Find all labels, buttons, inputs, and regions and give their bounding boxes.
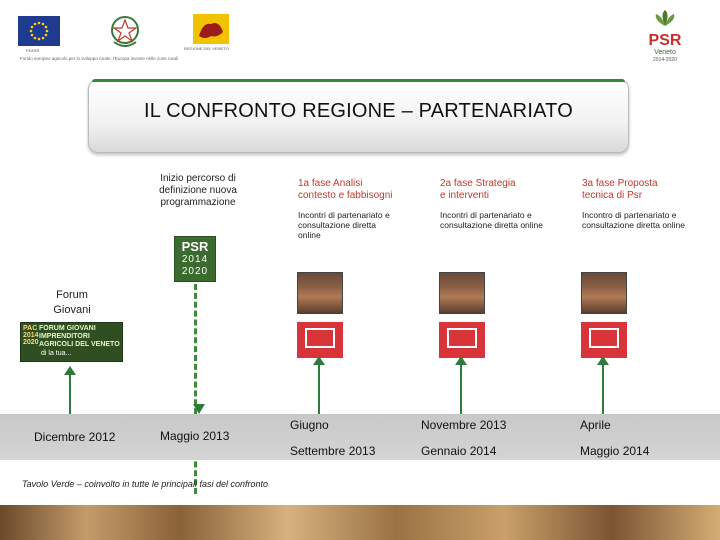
italian-republic-emblem-icon [108, 12, 142, 50]
arrow-up-icon [597, 356, 609, 365]
eu-label: FEASR [26, 48, 40, 53]
badge-line1: PSR [181, 239, 209, 254]
psr-2014-2020-badge [174, 236, 216, 282]
arrow-up-icon [455, 356, 467, 365]
leaf-icon [642, 8, 688, 28]
online-consultation-icon-2 [439, 322, 485, 358]
title-banner-accent [92, 79, 625, 82]
psr-veneto-logo [642, 8, 688, 64]
eu-flag-logo [18, 16, 60, 46]
forum-giovani-banner [20, 322, 123, 362]
page-title: IL CONFRONTO REGIONE – PARTENARIATO [144, 100, 573, 122]
forum-banner-pac: PAC 2014 2020 [23, 325, 39, 346]
forum-banner-text: FORUM GIOVANI IMPRENDITORI AGRICOLI DEL VENETO [39, 325, 120, 348]
date-dicembre-2012: Dicembre 2012 [34, 430, 116, 444]
date-maggio-2013: Maggio 2013 [160, 429, 230, 443]
meeting-photo-1 [297, 272, 343, 314]
psr-logo-main: PSR [648, 32, 682, 49]
psr-logo-years: 2014-2020 [653, 57, 677, 63]
arrow-dicembre-shaft [69, 372, 71, 414]
online-consultation-icon-3 [581, 322, 627, 358]
phase3-date-start: Aprile [580, 418, 611, 432]
start-label: Inizio percorso di definizione nuova programmazione [159, 173, 237, 208]
phase-1-column [298, 178, 418, 240]
arrow-phase1-shaft [318, 361, 320, 414]
header-caption: Fondo europeo agricolo per lo sviluppo rurale: l'Europa investe nelle zone rurali [20, 56, 178, 61]
meeting-photo-2 [439, 272, 485, 314]
phase-1-title: 1a fase Analisi contesto e fabbisogni [298, 178, 393, 201]
wheat-field-strip [0, 505, 720, 540]
forum-label: Forum Giovani [53, 289, 91, 316]
phase-2-title: 2a fase Strategia e interventi [440, 178, 516, 201]
forum-banner-tagline: di la tua... [41, 350, 72, 357]
arrow-up-icon [64, 366, 76, 375]
arrow-phase3-shaft [602, 361, 604, 414]
dashed-connector-line [194, 284, 197, 494]
phase2-date-start: Novembre 2013 [421, 418, 507, 432]
veneto-label: REGIONE DEL VENETO [184, 46, 229, 51]
arrow-down-icon [193, 404, 205, 414]
phase-3-column [582, 178, 702, 230]
arrow-phase2-shaft [460, 361, 462, 414]
meeting-photo-3 [581, 272, 627, 314]
phase-2-column [440, 178, 560, 230]
phase1-date-end: Settembre 2013 [290, 444, 376, 458]
veneto-lion-logo-icon [193, 14, 229, 44]
phase1-date-start: Giugno [290, 418, 329, 432]
phase3-date-end: Maggio 2014 [580, 444, 650, 458]
phase2-date-end: Gennaio 2014 [421, 444, 497, 458]
phase-2-desc: Incontri di partenariato e consultazione diretta online [440, 210, 544, 230]
badge-line3: 2020 [181, 266, 209, 277]
psr-logo-region: Veneto [654, 49, 676, 56]
phase-1-desc: Incontri di partenariato e consultazione diretta online [298, 210, 390, 240]
phase-3-desc: Incontro di partenariato e consultazione diretta online [582, 210, 686, 230]
tavolo-verde-caption: Tavolo Verde – coinvolto in tutte le principali fasi del confronto [22, 479, 268, 489]
arrow-up-icon [313, 356, 325, 365]
phase-3-title: 3a fase Proposta tecnica di Psr [582, 178, 658, 201]
online-consultation-icon-1 [297, 322, 343, 358]
badge-line2: 2014 [181, 254, 209, 265]
